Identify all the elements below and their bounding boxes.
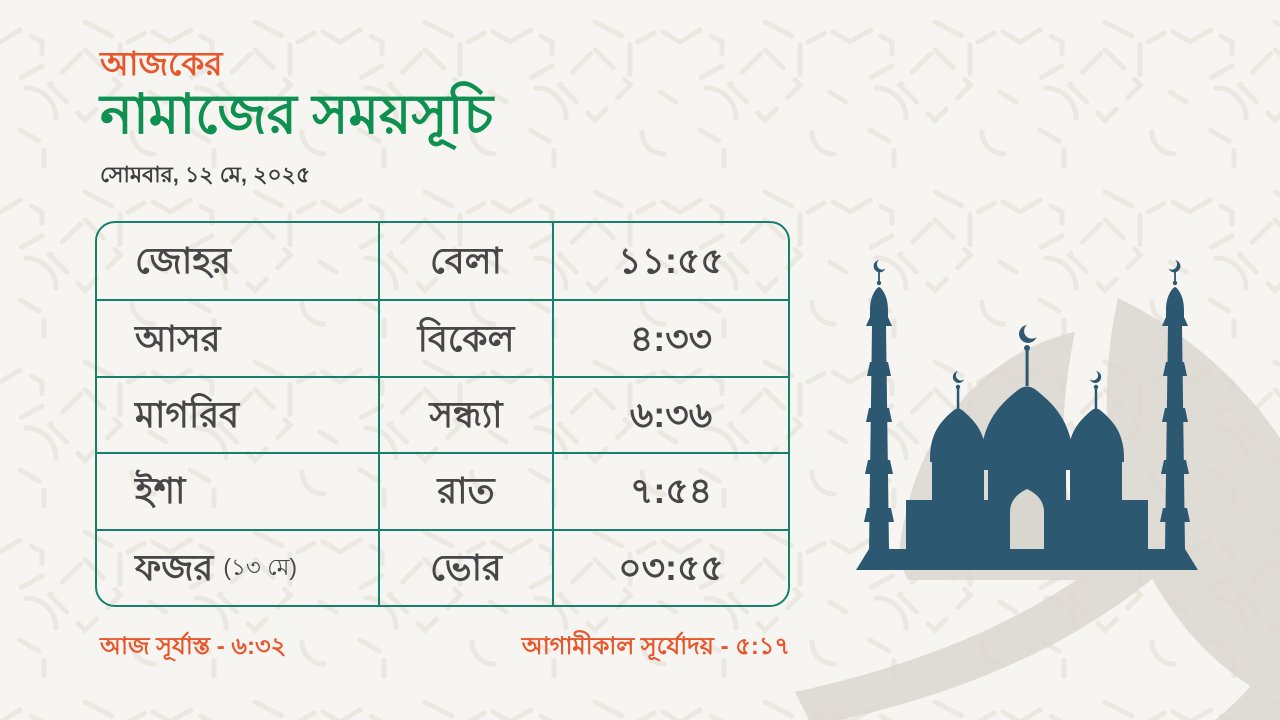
header [100, 46, 493, 195]
table-row [97, 299, 788, 375]
prayer-name: মাগরিব [135, 393, 240, 435]
table-row [97, 376, 788, 452]
prayer-time: ৬:৩৬ [552, 378, 788, 452]
prayer-period: বিকেল [378, 301, 552, 375]
prayer-period: রাত [378, 454, 552, 528]
prayer-period: ভোর [378, 531, 552, 605]
prayer-name: ফজর [135, 546, 214, 588]
sunrise-time-label: আগামীকাল সূর্যোদয় - ৫:১৭ [521, 633, 790, 660]
sunset-time-label: আজ সূর্যাস্ত - ৬:৩২ [100, 633, 287, 660]
prayer-time: ৭:৫৪ [552, 454, 788, 528]
table-row [97, 223, 788, 299]
prayer-times-table [95, 221, 790, 607]
header-date: সোমবার, ১২ মে, ২০২৫ [100, 161, 311, 187]
table-row [97, 529, 788, 605]
table-row [97, 452, 788, 528]
prayer-time: ৪:৩৩ [552, 301, 788, 375]
prayer-time: ০৩:৫৫ [552, 531, 788, 605]
header-kicker: আজকের [100, 45, 223, 82]
prayer-name: আসর [135, 317, 221, 359]
prayer-name: জোহর [135, 240, 231, 282]
footer [100, 633, 790, 662]
prayer-note: (১৩ মে) [223, 554, 298, 581]
prayer-period: বেলা [378, 223, 552, 299]
prayer-time: ১১:৫৫ [552, 223, 788, 299]
prayer-name: ইশা [135, 470, 186, 512]
prayer-period: সন্ধ্যা [378, 378, 552, 452]
page-title: নামাজের সময়সূচি [100, 83, 494, 146]
